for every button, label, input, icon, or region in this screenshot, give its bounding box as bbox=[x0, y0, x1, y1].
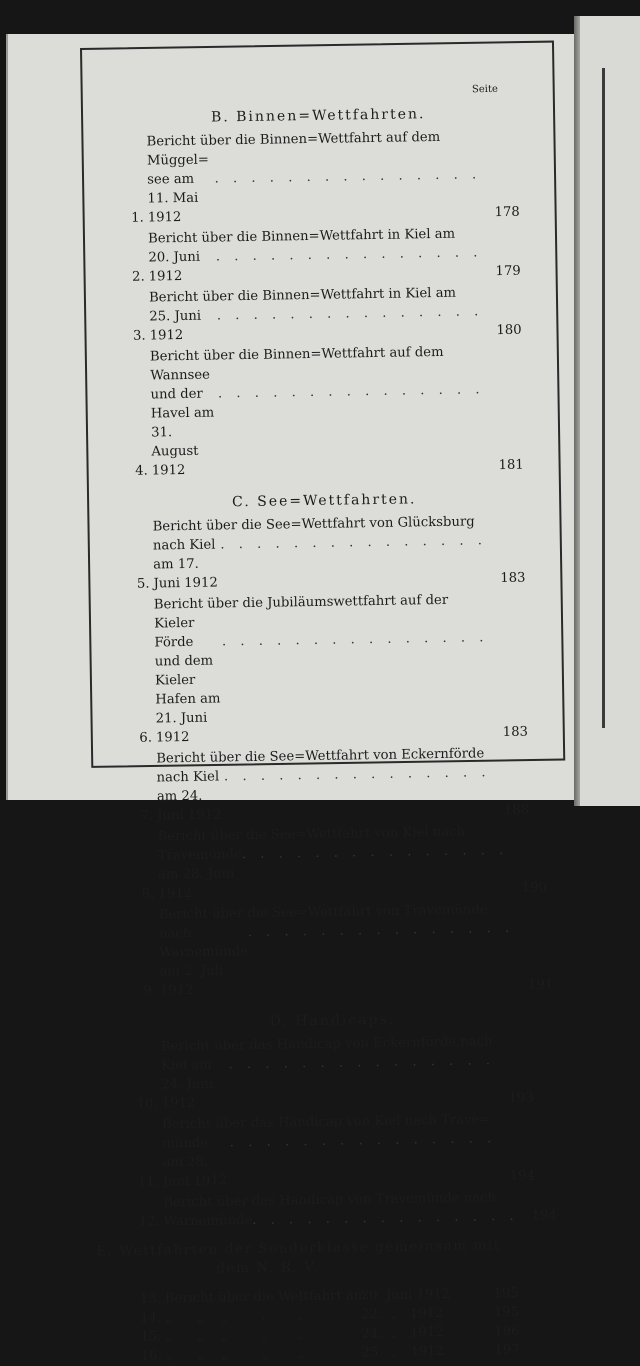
entry-text: Bericht über die Wettfahrt am bbox=[164, 1288, 367, 1307]
section-heading-b: B. Binnen=Wettfahrten. bbox=[210, 106, 426, 126]
entry-date: 20. Juni 1912 bbox=[360, 1286, 451, 1304]
toc-entry bbox=[121, 283, 522, 346]
next-page-frame-edge bbox=[602, 68, 605, 728]
entry-line1: Bericht über die See=Wettfahrt von Kiel nach bbox=[157, 824, 466, 845]
entry-text: „ „ „ „ „ bbox=[164, 1308, 305, 1326]
entry-number: 7. bbox=[140, 808, 154, 824]
entry-line1: Bericht über das Handicap von Eckernförde nach bbox=[160, 1034, 493, 1055]
entry-line2: 20. Juni 1912 bbox=[148, 249, 201, 285]
entry-number: 2. bbox=[132, 269, 145, 285]
entry-page: 196 bbox=[494, 1323, 520, 1340]
toc-entry bbox=[125, 512, 526, 594]
leader-dots: . . . . . . . . . . . . . . . bbox=[247, 920, 515, 941]
section-heading-e-line1: E. Wettfahrten der Sonderklasse gemeinsam mit bbox=[95, 1237, 502, 1260]
entry-line2: Travemünde am 28. Juni 1912 bbox=[157, 847, 242, 902]
entry-line2: münde am 28. Juni 1912 bbox=[162, 1135, 228, 1190]
entry-number: 9. bbox=[143, 983, 157, 999]
entry-line1: Bericht über die See=Wettfahrt von Glücksburg bbox=[152, 514, 475, 535]
entry-line1: Bericht über die See=Wettfahrt von Eckernförde bbox=[156, 746, 485, 767]
leader-dots: . . . . . . . . . . . . . . . bbox=[229, 1131, 497, 1151]
entry-number: 12. bbox=[138, 1214, 160, 1230]
entry-line1: Bericht über die Binnen=Wettfahrt auf dem Wannsee bbox=[149, 344, 444, 384]
entry-number: 8. bbox=[141, 886, 155, 902]
entry-line1: Bericht über das Handicap von Kiel nach Trave= bbox=[161, 1112, 491, 1133]
leader-dots: . . . . . . . . . . . . . . . bbox=[252, 1208, 519, 1229]
leader-dots: . . . . . . . . . . . . . . . bbox=[241, 842, 509, 863]
entry-number: 5. bbox=[136, 576, 150, 592]
leader-dots: . . . . . . . . . . . . . . . bbox=[223, 765, 491, 785]
leader-dots: . . . . . . . . . . . . . . . bbox=[217, 382, 485, 402]
entry-number: 4. bbox=[135, 463, 148, 479]
entry-line1: Bericht über die Binnen=Wettfahrt auf dem Müggel= bbox=[146, 129, 441, 169]
entry-line2: 25. Juni 1912 bbox=[149, 308, 202, 344]
leader-dots: . . . . . . . . . . . . . . . bbox=[220, 533, 488, 553]
entry-line1: Bericht über die Binnen=Wettfahrt in Kiel am bbox=[148, 226, 456, 247]
toc-entry bbox=[133, 1032, 534, 1114]
entry-number: 13. bbox=[139, 1291, 161, 1307]
entry-page: 179 bbox=[495, 263, 521, 280]
toc-entry bbox=[126, 590, 528, 748]
entry-line2: see am 11. Mai 1912 bbox=[147, 171, 199, 226]
entry-page: 188 bbox=[503, 802, 530, 819]
entry-number: 15. bbox=[140, 1329, 162, 1345]
table-of-contents bbox=[95, 98, 557, 1366]
entry-line1: Bericht über die Binnen=Wettfahrt in Kiel am bbox=[148, 285, 457, 306]
entry-page: 195 bbox=[493, 1285, 519, 1302]
entry-page: 191 bbox=[527, 977, 554, 993]
toc-entry bbox=[135, 1188, 557, 1232]
next-page-edge bbox=[580, 16, 640, 806]
entry-line2: Warnemünde bbox=[163, 1213, 253, 1230]
entry-line2: und der Havel am 31. August 1912 bbox=[150, 386, 215, 479]
entry-text: „ „ „ „ „ bbox=[165, 1346, 305, 1364]
section-heading-d: D. Handicaps. bbox=[269, 1011, 396, 1030]
leader-dots: . . . . . . . . . . . . . . . bbox=[228, 1053, 496, 1073]
entry-number: 1. bbox=[131, 210, 144, 226]
entry-number: 11. bbox=[137, 1174, 160, 1190]
page-column-label: Seite bbox=[471, 83, 498, 96]
entry-page: 194 bbox=[531, 1208, 557, 1224]
entry-page: 178 bbox=[494, 204, 520, 221]
toc-entry bbox=[128, 744, 529, 826]
section-heading-e bbox=[96, 1236, 537, 1281]
leader-dots: . . . . . . . . . . . . . . . bbox=[216, 304, 484, 324]
toc-entry bbox=[131, 900, 554, 1001]
leader-dots: . . . . . . . . . . . . . . . bbox=[221, 630, 489, 650]
entry-date: 22. „ 1912 bbox=[360, 1306, 444, 1323]
section-heading-e-line2: dem N. R. V. bbox=[216, 1258, 320, 1277]
entry-line2: nach Warnemünde am 2. Juli 1912 bbox=[158, 925, 249, 999]
entry-page: 183 bbox=[500, 570, 526, 587]
entry-date: 24. „ 1912 bbox=[361, 1325, 444, 1342]
entry-page: 197 bbox=[494, 1342, 520, 1359]
entry-number: 10. bbox=[136, 1096, 158, 1112]
toc-entry bbox=[134, 1110, 535, 1192]
entry-page: 190 bbox=[521, 880, 548, 896]
toc-entry bbox=[120, 224, 521, 287]
entry-number: 3. bbox=[132, 328, 146, 344]
toc-entry bbox=[122, 342, 524, 481]
entry-number: 14. bbox=[139, 1310, 162, 1326]
entry-number: 16. bbox=[140, 1348, 162, 1364]
entry-page: 180 bbox=[496, 322, 522, 339]
entry-line1: Bericht über die See=Wettfahrt von Travemünde bbox=[158, 902, 488, 923]
entry-page: 181 bbox=[498, 457, 524, 474]
entry-line2: Kiel am 24. Juni 1912 bbox=[160, 1057, 214, 1112]
toc-entry bbox=[129, 822, 548, 904]
entry-line2: nach Kiel am 17. Juni 1912 bbox=[152, 537, 218, 592]
entry-page: 183 bbox=[502, 724, 529, 741]
toc-entry bbox=[118, 127, 519, 228]
entry-line1: Bericht über das Handicap von Travemünde nach bbox=[163, 1190, 497, 1211]
entry-date: 25. „ 1912 bbox=[361, 1344, 445, 1361]
entry-page: 195 bbox=[493, 1304, 520, 1321]
entry-text: „ „ „ „ „ bbox=[165, 1327, 305, 1345]
leader-dots: . . . . . . . . . . . . . . . bbox=[215, 245, 483, 265]
entry-page: 194 bbox=[509, 1168, 536, 1184]
section-heading-c: C. See=Wettfahrten. bbox=[231, 491, 417, 511]
leader-dots: . . . . . . . . . . . . . . . bbox=[214, 167, 482, 187]
entry-line2: nach Kiel am 24. Juni 1912 bbox=[156, 769, 222, 824]
entry-line1: Bericht über die Jubiläumswettfahrt auf der Kieler bbox=[153, 592, 449, 632]
entry-number: 6. bbox=[139, 730, 153, 746]
entry-line2: Förde und dem Kieler Hafen am 21. Juni 1912 bbox=[154, 634, 221, 746]
entry-page: 193 bbox=[508, 1090, 534, 1106]
